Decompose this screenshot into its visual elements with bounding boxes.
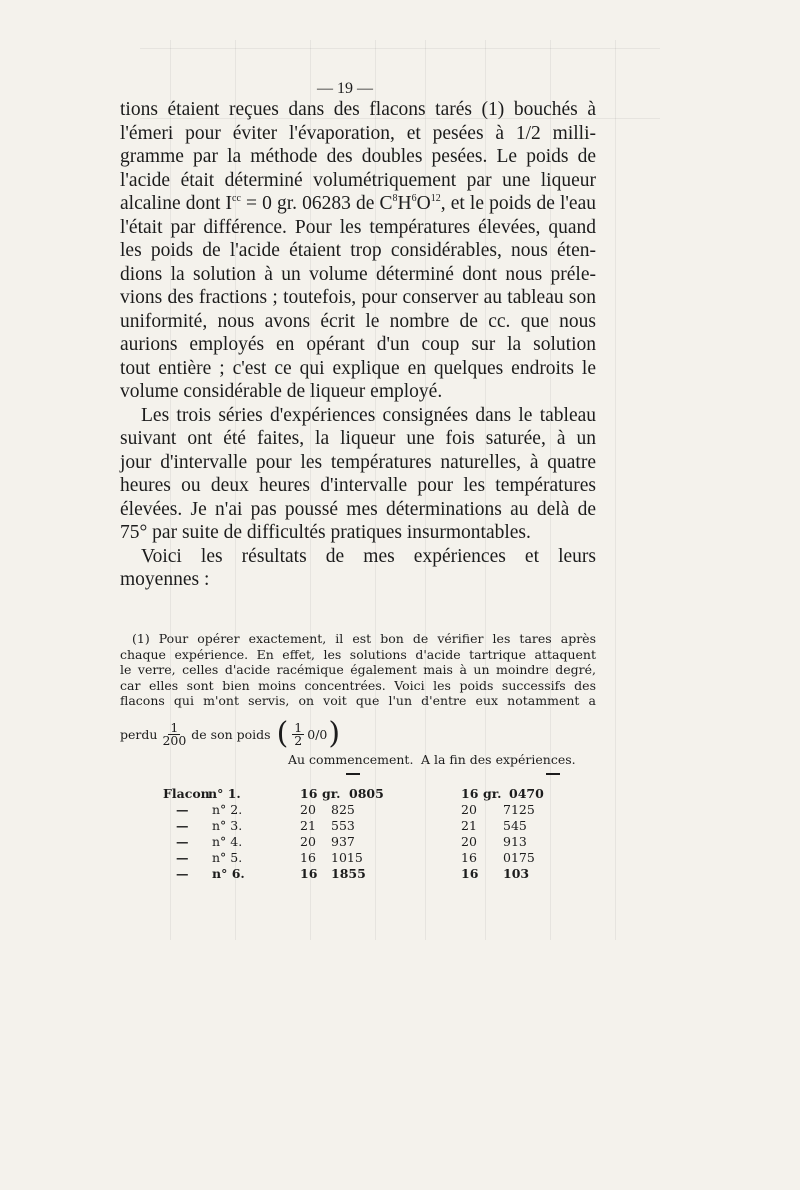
fraction-1-200: $\frac{1}{200}$: [162, 719, 187, 748]
page-number: — 19 —: [317, 80, 373, 97]
perdu-formula: [120, 714, 341, 754]
formula-line: alcaline dont $I^{cc} = 0$ gr. 06283 de $C^8H^6O^{12}$, et le poids de l'eau: [120, 193, 596, 214]
body-line: moyennes :: [120, 569, 210, 590]
body-line: élevées. Je n'ai pas poussé mes déterminations au delà de: [120, 498, 596, 520]
percent-unit: 0/0: [307, 726, 328, 742]
body-line: tout entière ; c'est ce qui explique en quelques endroits le: [120, 357, 596, 379]
body-text: [120, 98, 596, 592]
body-line: jour d'intervalle pour les températures naturelles, à quatre: [120, 451, 596, 473]
body-line: gramme par la méthode des doubles pesées. Le poids de: [120, 146, 596, 167]
table-row: — n° 4. 20 937 20 913: [176, 834, 527, 849]
footnote: [120, 631, 596, 709]
body-line: Voici les résultats de mes expériences et leurs: [141, 545, 596, 567]
left-paren: (: [276, 716, 289, 751]
body-line: l'émeri pour éviter l'évaporation, et pesées à 1/2 milli-: [120, 122, 596, 144]
table-row: Flacon n° 1. 16 gr. 0805 16 gr. 0470: [163, 786, 544, 801]
body-line: l'était par différence. Pour les températures élevées, quand: [120, 216, 596, 238]
flask-table-headers: [0, 752, 800, 772]
body-line: suivant ont été faites, la liqueur une fois saturée, à un: [120, 428, 596, 449]
body-line: volume considérable de liqueur employé.: [120, 381, 443, 402]
body-line: vions des fractions ; toutefois, pour conserver au tableau son: [120, 287, 596, 308]
table-row: — n° 5. 16 1015 16 0175: [176, 850, 535, 865]
body-line: l'acide était déterminé volumétriquement par une liqueur: [120, 169, 596, 191]
right-paren: ): [328, 716, 341, 751]
footnote-line: car elles sont bien moins concentrées. Voici les poids successifs des: [120, 677, 596, 693]
body-line: heures ou deux heures d'intervalle pour les températures: [120, 475, 596, 496]
footnote-line: le verre, celles d'acide racémique également mais à un moindre degré,: [120, 662, 596, 677]
body-line: uniformité, nous avons écrit le nombre de cc. que nous: [120, 310, 596, 332]
footnote-line: (1) Pour opérer exactement, il est bon de vérifier les tares après: [132, 631, 596, 646]
header-dash: [346, 773, 360, 775]
header-dash: [546, 773, 560, 775]
footnote-line: chaque expérience. En effet, les solutions d'acide tartrique attaquent: [120, 646, 596, 662]
fraction-1-2: $\frac{1}{2}$: [294, 719, 303, 748]
header-start: Au commencement.: [288, 752, 414, 767]
body-line: tions étaient reçues dans des flacons tarés (1) bouchés à: [120, 99, 596, 120]
footnote-line: flacons qui m'ont servis, on voit que l'un d'entre eux notamment a: [120, 693, 596, 708]
body-line: Les trois séries d'expériences consignées dans le tableau: [141, 404, 596, 426]
table-row: — n° 2. 20 825 20 7125: [176, 802, 535, 817]
body-line: les poids de l'acide étaient trop considérables, nous éten-: [120, 240, 596, 261]
perdu-word: perdu: [120, 726, 158, 742]
body-line: dions la solution à un volume déterminé dont nous préle-: [120, 263, 596, 285]
header-end: A la fin des expériences.: [421, 752, 576, 767]
body-line: aurions employés en opérant d'un coup sur la solution: [120, 334, 596, 355]
table-row: — n° 6. 16 1855 16 103: [176, 866, 530, 881]
perdu-mid: de son poids: [191, 726, 271, 742]
table-row: — n° 3. 21 553 21 545: [176, 818, 527, 833]
body-line: 75° par suite de difficultés pratiques insurmontables.: [120, 522, 531, 543]
